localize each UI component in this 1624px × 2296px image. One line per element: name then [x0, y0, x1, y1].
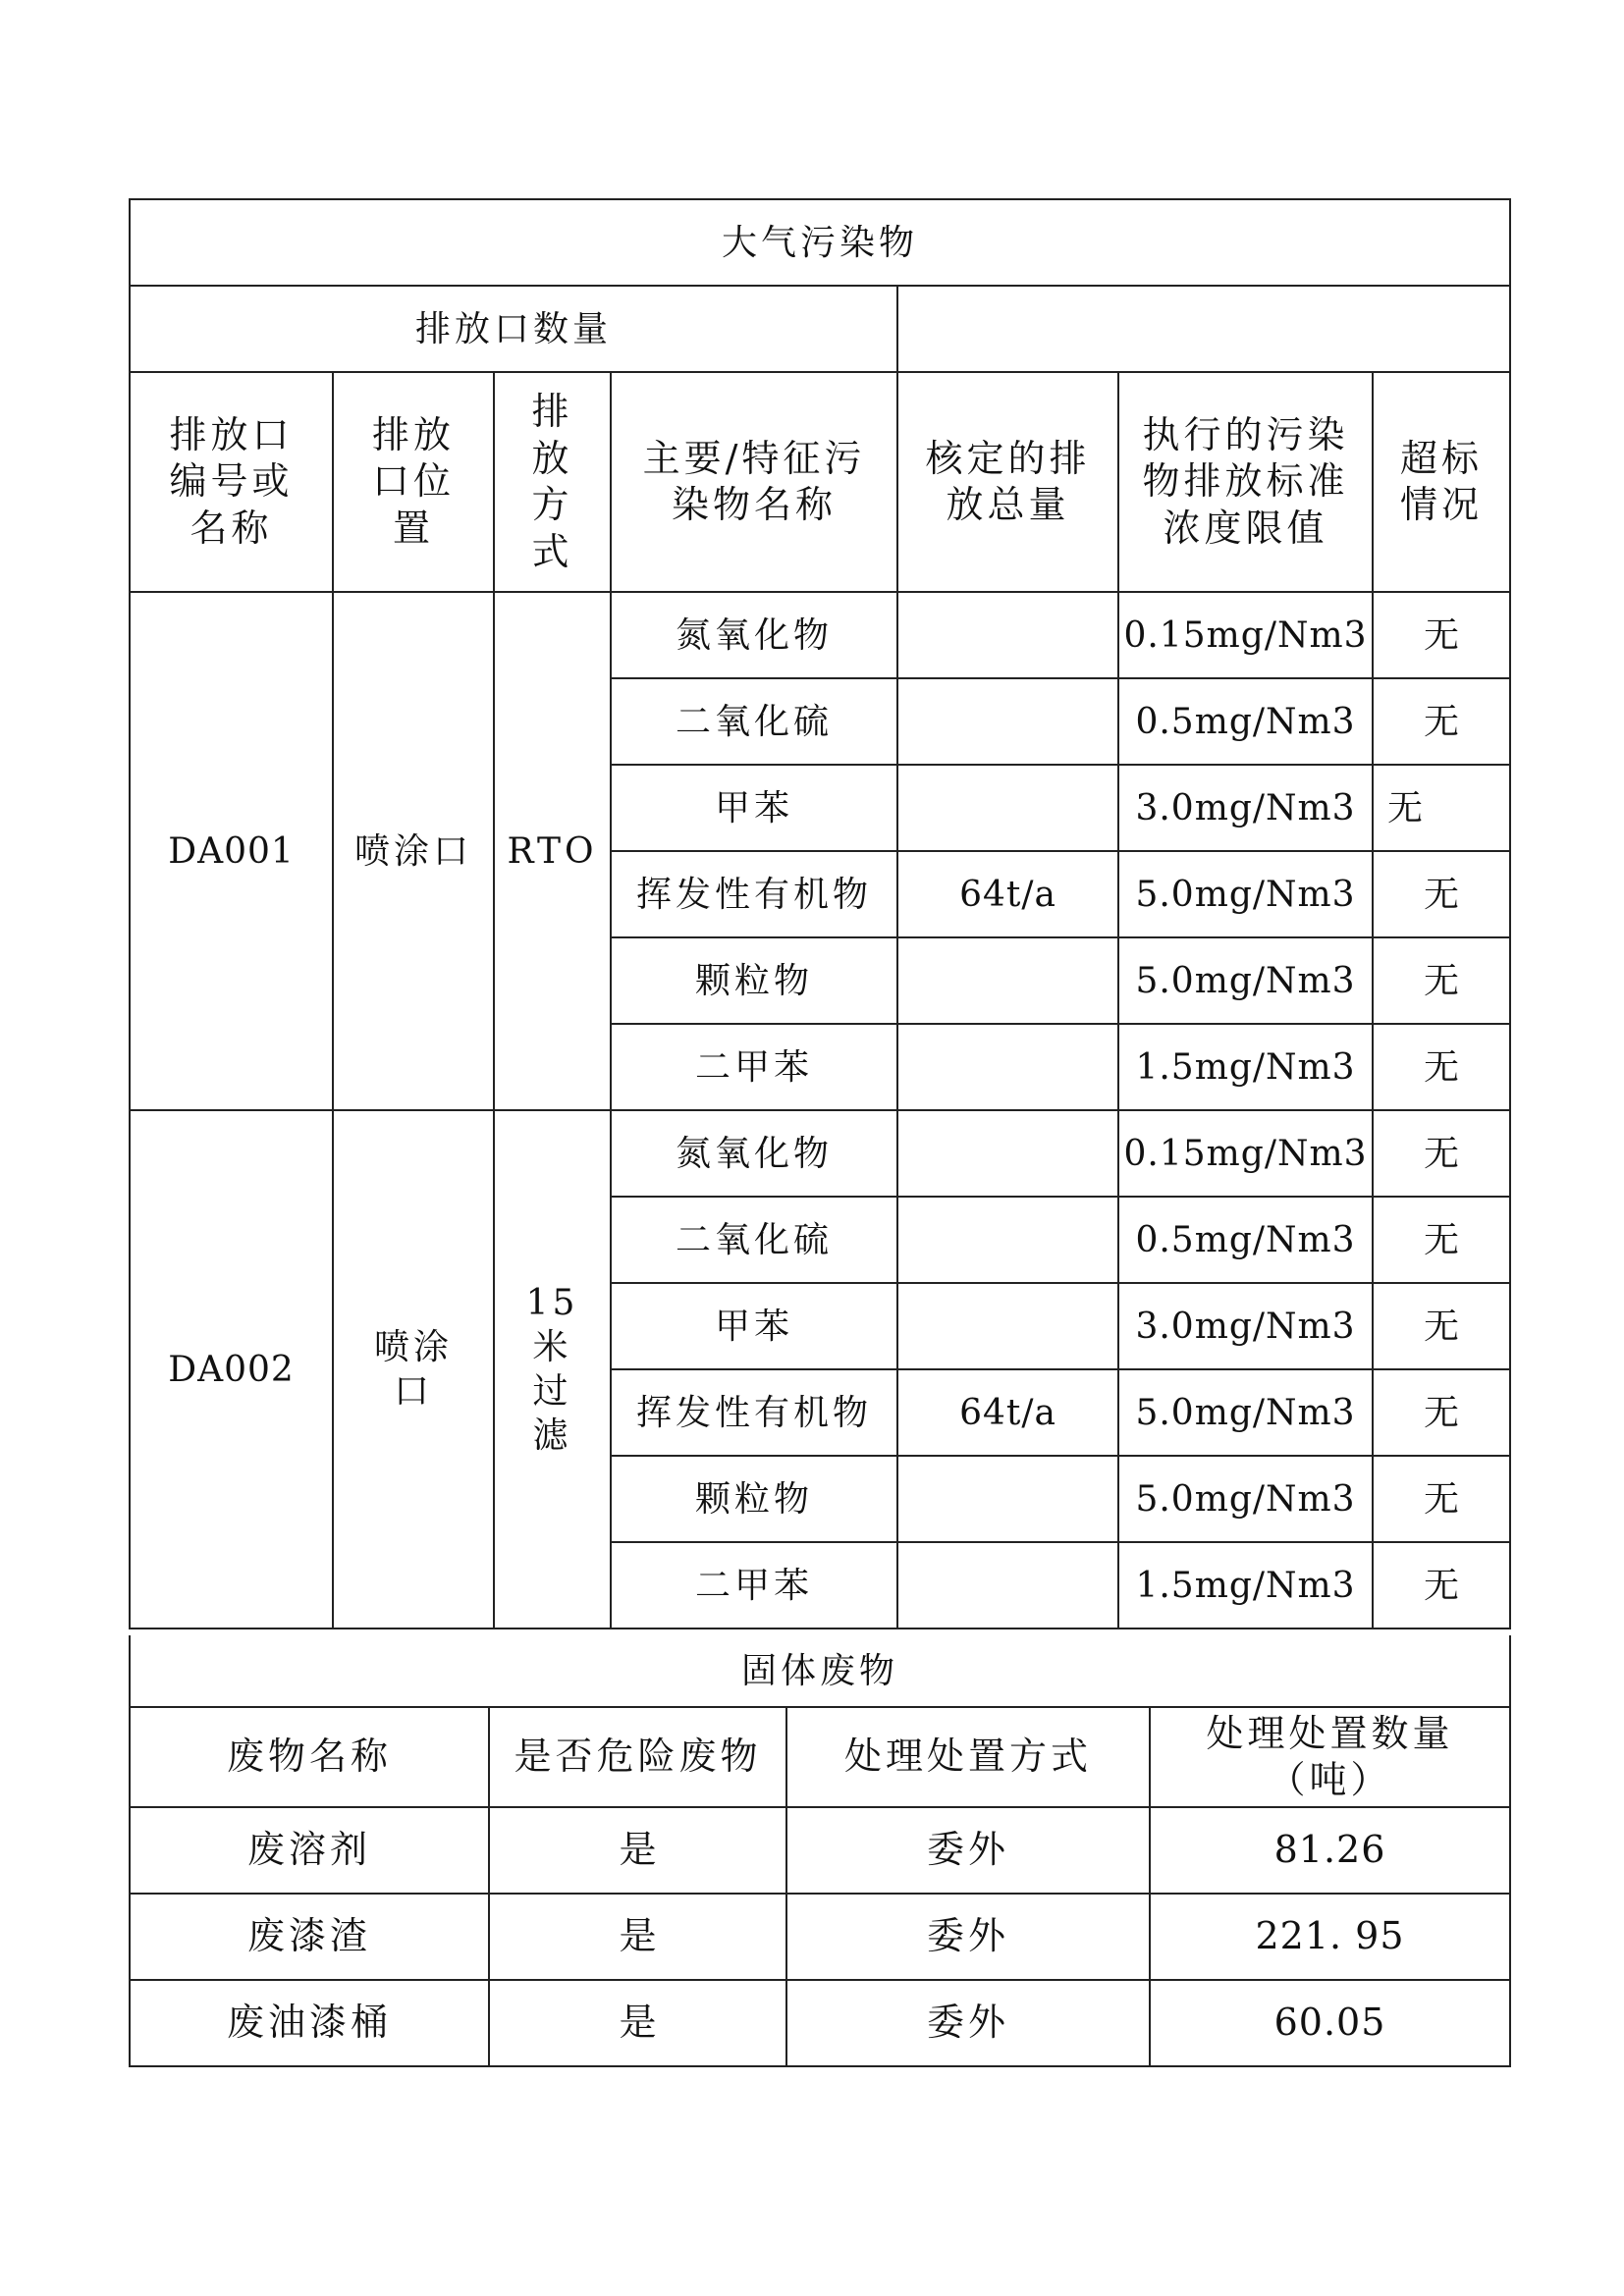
approved-total: 64t/a — [897, 851, 1118, 937]
outlet-id: DA002 — [130, 1110, 333, 1629]
header-disposal-quantity: 处理处置数量 （吨） — [1150, 1707, 1510, 1807]
solid-section-title: 固体废物 — [130, 1635, 1510, 1707]
table-row — [130, 1807, 1510, 1894]
disposal-method: 委外 — [786, 1980, 1150, 2066]
disposal-quantity: 221. 95 — [1150, 1894, 1510, 1980]
approved-total — [897, 1024, 1118, 1110]
header-is-hazardous: 是否危险废物 — [489, 1707, 786, 1807]
outlet-count-label: 排放口数量 — [130, 286, 897, 372]
header-disposal-method: 处理处置方式 — [786, 1707, 1150, 1807]
air-pollutants-table — [129, 198, 1511, 1629]
standard-limit: 0.5mg/Nm3 — [1118, 1197, 1373, 1283]
approved-total — [897, 937, 1118, 1024]
approved-total — [897, 1110, 1118, 1197]
is-hazardous: 是 — [489, 1807, 786, 1894]
air-section-title: 大气污染物 — [130, 199, 1510, 286]
pollutant-name: 挥发性有机物 — [611, 851, 897, 937]
approved-total — [897, 678, 1118, 765]
disposal-method: 委外 — [786, 1807, 1150, 1894]
pollutant-name: 颗粒物 — [611, 1456, 897, 1542]
header-exceedance: 超标 情况 — [1373, 372, 1510, 592]
exceedance-status: 无 — [1373, 1024, 1510, 1110]
approved-total — [897, 1197, 1118, 1283]
approved-total — [897, 1283, 1118, 1369]
standard-limit: 5.0mg/Nm3 — [1118, 937, 1373, 1024]
standard-limit: 1.5mg/Nm3 — [1118, 1542, 1373, 1629]
standard-limit: 3.0mg/Nm3 — [1118, 1283, 1373, 1369]
pollutant-name: 氮氧化物 — [611, 1110, 897, 1197]
exceedance-status: 无 — [1373, 1283, 1510, 1369]
waste-name: 废漆渣 — [130, 1894, 489, 1980]
is-hazardous: 是 — [489, 1980, 786, 2066]
outlet-location: 喷涂口 — [333, 592, 494, 1110]
exceedance-status: 无 — [1373, 851, 1510, 937]
outlet-count-value — [897, 286, 1510, 372]
outlet-id: DA001 — [130, 592, 333, 1110]
waste-name: 废溶剂 — [130, 1807, 489, 1894]
header-approved-total: 核定的排 放总量 — [897, 372, 1118, 592]
standard-limit: 0.15mg/Nm3 — [1118, 592, 1373, 678]
waste-name: 废油漆桶 — [130, 1980, 489, 2066]
pollutant-name: 氮氧化物 — [611, 592, 897, 678]
approved-total — [897, 1456, 1118, 1542]
exceedance-status: 无 — [1373, 1110, 1510, 1197]
pollutant-name: 甲苯 — [611, 765, 897, 851]
exceedance-status: 无 — [1373, 1542, 1510, 1629]
discharge-method: 15 米 过 滤 — [494, 1110, 611, 1629]
exceedance-status: 无 — [1373, 678, 1510, 765]
discharge-method: RTO — [494, 592, 611, 1110]
exceedance-status: 无 — [1373, 1197, 1510, 1283]
disposal-quantity: 60.05 — [1150, 1980, 1510, 2066]
standard-limit: 5.0mg/Nm3 — [1118, 851, 1373, 937]
disposal-method: 委外 — [786, 1894, 1150, 1980]
header-outlet-id: 排放口 编号或 名称 — [130, 372, 333, 592]
table-row — [130, 592, 1510, 678]
header-outlet-location: 排放 口位 置 — [333, 372, 494, 592]
pollutant-name: 甲苯 — [611, 1283, 897, 1369]
disposal-quantity: 81.26 — [1150, 1807, 1510, 1894]
header-standard-limit: 执行的污染 物排放标准 浓度限值 — [1118, 372, 1373, 592]
standard-limit: 1.5mg/Nm3 — [1118, 1024, 1373, 1110]
table-row — [130, 1110, 1510, 1197]
header-pollutant-name: 主要/特征污 染物名称 — [611, 372, 897, 592]
exceedance-status: 无 — [1373, 1369, 1510, 1456]
exceedance-status: 无 — [1373, 765, 1510, 851]
pollutant-name: 二氧化硫 — [611, 678, 897, 765]
pollutant-name: 颗粒物 — [611, 937, 897, 1024]
standard-limit: 0.15mg/Nm3 — [1118, 1110, 1373, 1197]
exceedance-status: 无 — [1373, 1456, 1510, 1542]
header-waste-name: 废物名称 — [130, 1707, 489, 1807]
pollutant-name: 二氧化硫 — [611, 1197, 897, 1283]
pollutant-name: 二甲苯 — [611, 1024, 897, 1110]
table-row — [130, 1980, 1510, 2066]
header-discharge-method: 排 放 方 式 — [494, 372, 611, 592]
pollutant-name: 二甲苯 — [611, 1542, 897, 1629]
standard-limit: 5.0mg/Nm3 — [1118, 1369, 1373, 1456]
approved-total — [897, 765, 1118, 851]
exceedance-status: 无 — [1373, 937, 1510, 1024]
outlet-location: 喷涂 口 — [333, 1110, 494, 1629]
table-row — [130, 1894, 1510, 1980]
standard-limit: 5.0mg/Nm3 — [1118, 1456, 1373, 1542]
exceedance-status: 无 — [1373, 592, 1510, 678]
standard-limit: 0.5mg/Nm3 — [1118, 678, 1373, 765]
solid-waste-table — [129, 1635, 1511, 2067]
standard-limit: 3.0mg/Nm3 — [1118, 765, 1373, 851]
approved-total — [897, 592, 1118, 678]
approved-total: 64t/a — [897, 1369, 1118, 1456]
pollutant-name: 挥发性有机物 — [611, 1369, 897, 1456]
is-hazardous: 是 — [489, 1894, 786, 1980]
approved-total — [897, 1542, 1118, 1629]
